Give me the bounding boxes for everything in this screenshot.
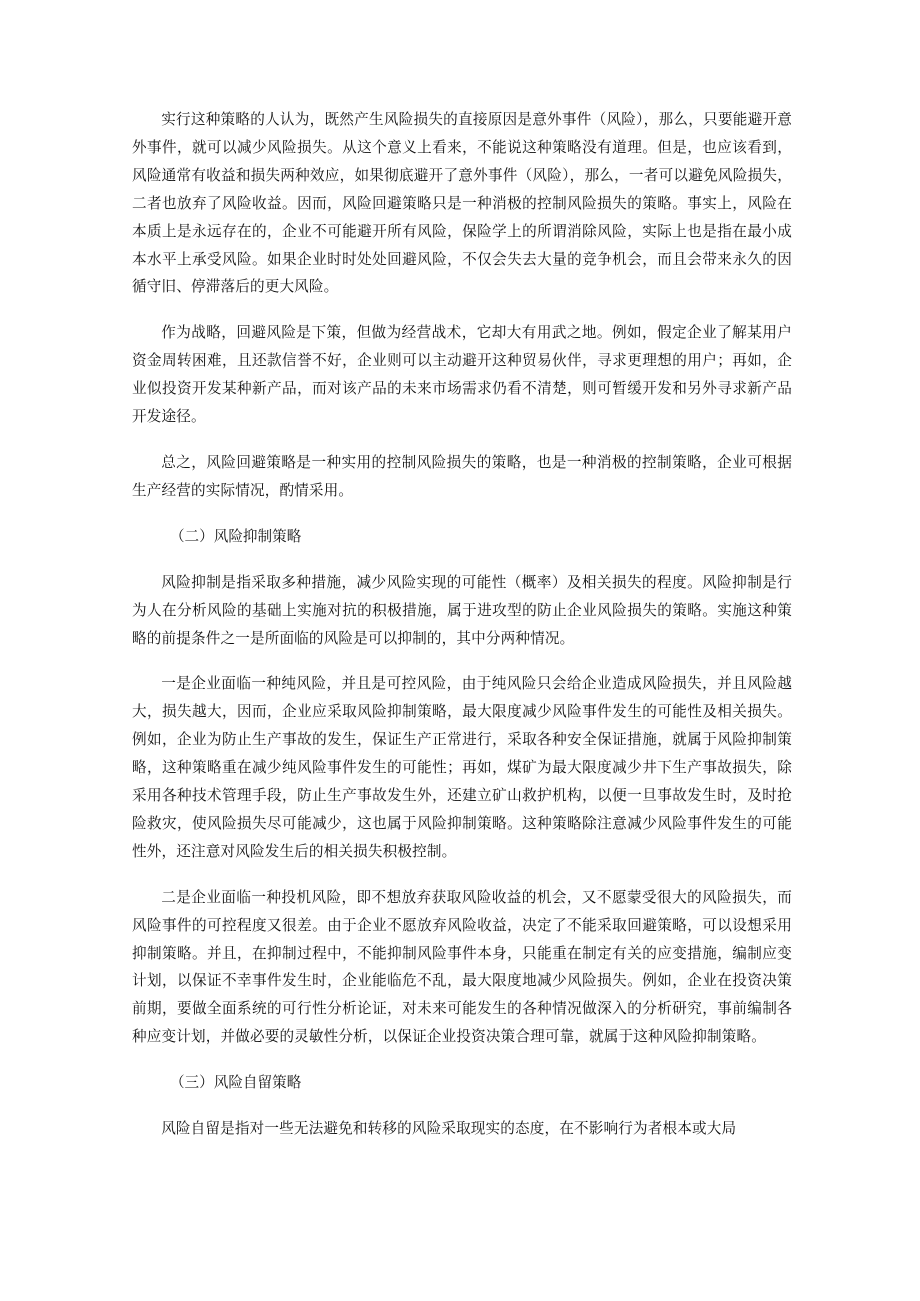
- paragraph-avoidance-as-tactic: 作为战略，回避风险是下策，但做为经营战术，它却大有用武之地。例如，假定企业了解某用户资金周转困难，且还款信誉不好，企业则可以主动避开这种贸易伙伴，寻求更理想的用户；再如，企业似投资开发某种新产品，而对该产品的未来市场需求仍看不清楚，则可暂缓开发和另外寻求新产品开发途径。: [132, 324, 792, 426]
- paragraph-speculative-risk-case: 二是企业面临一种投机风险，即不想放弃获取风险收益的机会，又不愿蒙受很大的风险损失，而风险事件的可控程度又很差。由于企业不愿放弃风险收益，决定了不能采取回避策略，可以设想采用抑制策略。并且，在抑制过程中，不能抑制风险事件本身，只能重在制定有关的应变措施，编制应变计划，以保证不幸事件发生时，企业能临危不乱，最大限度地减少风险损失。例如，企业在投资决策前期，要做全面系统的可行性分析论证，对未来可能发生的各种情况做深入的分析研究，事前编制各种应变计划，并做必要的灵敏性分析，以保证企业投资决策合理可靠，就属于这种风险抑制策略。: [132, 888, 792, 1046]
- paragraph-avoidance-summary: 总之，风险回避策略是一种实用的控制风险损失的策略，也是一种消极的控制策略，企业可根据生产经营的实际情况，酌情采用。: [132, 453, 792, 499]
- paragraph-risk-avoidance-rationale: 实行这种策略的人认为，既然产生风险损失的直接原因是意外事件（风险），那么，只要能避开意外事件，就可以减少风险损失。从这个意义上看来，不能说这种策略没有道理。但是，也应该看到，风险通常有收益和损失两种效应，如果彻底避开了意外事件（风险），那么，一者可以避免风险损失，二者也放弃了风险收益。因而，风险回避策略只是一种消极的控制风险损失的策略。事实上，风险在本质上是永远存在的，企业不可能避开所有风险，保险学上的所谓消除风险，实际上也是指在最小成本水平上承受风险。如果企业时时处处回避风险，不仅会失去大量的竞争机会，而且会带来永久的因循守旧、停滞落后的更大风险。: [132, 111, 792, 296]
- paragraph-retention-definition: 风险自留是指对一些无法避免和转移的风险采取现实的态度，在不影响行为者根本或大局: [161, 1120, 737, 1138]
- paragraph-suppression-definition: 风险抑制是指采取多种措施，减少风险实现的可能性（概率）及相关损失的程度。风险抑制是行为人在分析风险的基础上实施对抗的积极措施，属于进攻型的防止企业风险损失的策略。实施这种策略的前提条件之一是所面临的风险是可以抑制的，其中分两种情况。: [132, 573, 792, 647]
- section-heading-risk-suppression: （二）风险抑制策略: [169, 527, 302, 545]
- paragraph-pure-risk-case: 一是企业面临一种纯风险，并且是可控风险，由于纯风险只会给企业造成风险损失，并且风险越大，损失越大，因而，企业应采取风险抑制策略，最大限度减少风险事件发生的可能性及相关损失。例如，企业为防止生产事故的发生，保证生产正常进行，采取各种安全保证措施，就属于风险抑制策略，这种策略重在减少纯风险事件发生的可能性；再如，煤矿为最大限度减少井下生产事故损失，除采用各种技术管理手段，防止生产事故发生外，还建立矿山救护机构，以便一旦事故发生时，及时抢险救灾，使风险损失尽可能减少，这也属于风险抑制策略。这种策略除注意减少风险事件发生的可能性外，还注意对风险发生后的相关损失积极控制。: [132, 675, 792, 860]
- section-heading-risk-retention: （三）风险自留策略: [169, 1074, 302, 1092]
